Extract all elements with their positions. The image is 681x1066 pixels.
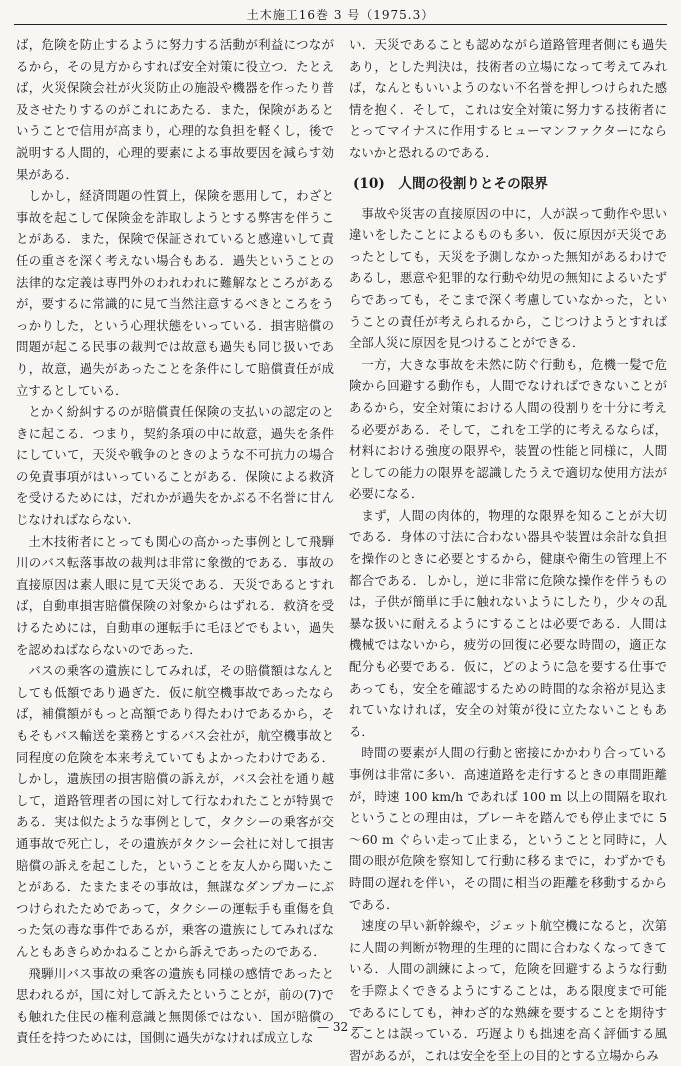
- paragraph: バスの乗客の遺族にしてみれば，その賠償額はなんとしても低額であり過ぎた．仮に航空機事故であったならば，補償額がもっと高額であり得たわけであるから，そもそもバス輸送を業務とするバス会社が，航空機事故と同程度の危険を本来考えていてもよかったわけである．しかし，遺族団の損害賠償の訴えが，バス会社を通り越して，道路管理者の国に対して行なわれたことが特異である．実は似たような事例として，タクシーの乗客が交通事故で死亡し，その遺族がタクシー会社に対して損害賠償の訴えを起こした，ということを友人から聞いたことがある．たまたまその事故は，無謀なダンプカーにぶつけられたためであって，タクシーの運転手も重傷を負った気の毒な事件であるが，乗客の遺族にしてみればなんともあきらめかねることから訴えであったのである．: [16, 663, 334, 959]
- paragraph: 飛騨川バス事故の乗客の遺族も同様の感情であったと思われるが，国に対して訴えたということが，前の(7)でも触れた住民の権利意識と無関係ではない．国が賠償の責任を持つためには，国側に過失がなければ成立しな: [16, 965, 334, 1046]
- paragraph: 一方，大きな事故を未然に防ぐ行動も，危機一髪で危険から回避する動作も，人間でなければできないことがあるから，安全対策における人間の役割りを十分に考える必要がある．そして，これを工学的に考えるならば，材料における強度の限界や，装置の性能と同様に，人間としての能力の限界を認識したうえで適切な使用方法が必要になる．: [349, 356, 667, 502]
- paragraph: 時間の要素が人間の行動と密接にかかわり合っている事例は非常に多い．高速道路を走行するときの車間距離が，時速 100 km/h であれば 100 m 以上の間隔を取れということの理由は，ブレーキを踏んでも停止までに 5～60 m ぐらい走って止まる，ということと同時に，人間の眼が危険を察知して行動に移るまでに，わずかでも時間の遅れを伴い，その間に相当の距離を移動するからである．: [349, 745, 667, 912]
- section-heading: (10) 人間の役割りとその限界: [353, 175, 548, 192]
- paragraph: い．天災であることも認めながら道路管理者側にも過失あり，とした判決は，技術者の立場になって考えてみれば，なんともいいようのない不名誉を押しつけられた感情を抱く．そして，これは安全対策に努力する技術者にとってマイナスに作用するヒューマンファクターにならないかと恐れるのである．: [349, 37, 667, 160]
- paragraph: 速度の早い新幹線や，ジェット航空機になると，次第に人間の判断が物理的生理的に間に合わなくなってきている．人間の訓練によって，危険を回避するような行動を手際よくできるようにすることは，ある限度まで可能であるにしても，神わざ的な熟練を要することを期待することは誤っている．巧遅よりも拙速を高く評価する風習があるが，これは安全を至上の目的とする立場からみ: [349, 918, 667, 1063]
- paragraph: ば，危険を防止するように努力する活動が利益につながるから，その見方からすれば安全対策に役立つ．たとえば，火災保険会社が火災防止の施設や機器を作ったり普及させたりするのがこれにあたる．また，保険があるということで信用が高まり，心理的な負担を軽くし，後で説明する人間的，心理的要素による事故要因を減らす効果がある．: [16, 37, 334, 182]
- page-number: — 32 —: [317, 1020, 364, 1034]
- header-rule: [14, 24, 667, 25]
- left-column: [16, 34, 334, 1049]
- paragraph: しかし，経済問題の性質上，保険を悪用して，わざと事故を起こして保険金を詐取しようとする弊害を伴うことがある．また，保険で保証されていると感違いして責任の重さを深く考えない場合もある．過失ということの法律的な定義は専門外のわれわれに難解なところがあるが，要するに常識的に見て当然注意するべきところをうっかりした，という心理状態をいっている．損害賠償の問題が起こる民事の裁判では故意も過失も同じ扱いであり，故意，過失があったことを条件にして賠償責任が成立するとしている．: [16, 188, 334, 398]
- paragraph: とかく紛糾するのが賠償責任保険の支払いの認定のときに起こる．つまり，契約条項の中に故意，過失を条件にしていて，天災や戦争のときのような不可抗力の場合の免責事項がはいっていることがある．保険による救済を受けるためには，だれかが過失をかぶる不名誉に甘んじなければならない．: [16, 404, 334, 528]
- paragraph: 土木技術者にとっても関心の高かった事例として飛騨川のバス転落事故の裁判は非常に象徴的である．事故の直接原因は素人眼に見て天災である．天災であるとすれば，自動車損害賠償保険の対象からはずれる．救済を受けるためには，自動車の運転手に毛ほどでもよい，過失を認めねばならないのであった．: [16, 533, 334, 657]
- running-header: 土木施工16巻 3 号（1975.3）: [246, 8, 435, 22]
- paragraph: まず，人間の肉体的，物理的な限界を知ることが大切である．身体の寸法に合わない器具や装置は余計な負担を操作のときに必要とするから，健康や衛生の管理上不都合である．しかし，逆に非常に危険な操作を伴うものは，子供が簡単に手に触れないようにしたり，少々の乱暴な扱いに耐えるようにすることは必要である．人間は機械ではないから，疲労の回復に必要な時間の，適正な配分も必要である．仮に，どのように急を要する仕事であっても，安全を確認するための時間的な余裕が見込まれていなければ，安全の対策が役に立たないこともある．: [349, 507, 667, 739]
- right-column: [349, 34, 667, 1066]
- paragraph: 事故や災害の直接原因の中に，人が誤って動作や思い違いをしたことによるものも多い．仮に原因が天災であったとしても，天災を予測しなかった無知があるわけであるし，悪意や犯罪的な行動や幼児の無知によるいたずらであっても，そこまで深く考慮していなかった，ということの責任が考えられるから，こじつけようとすれば全部人災に原因を見つけることができる．: [349, 205, 667, 351]
